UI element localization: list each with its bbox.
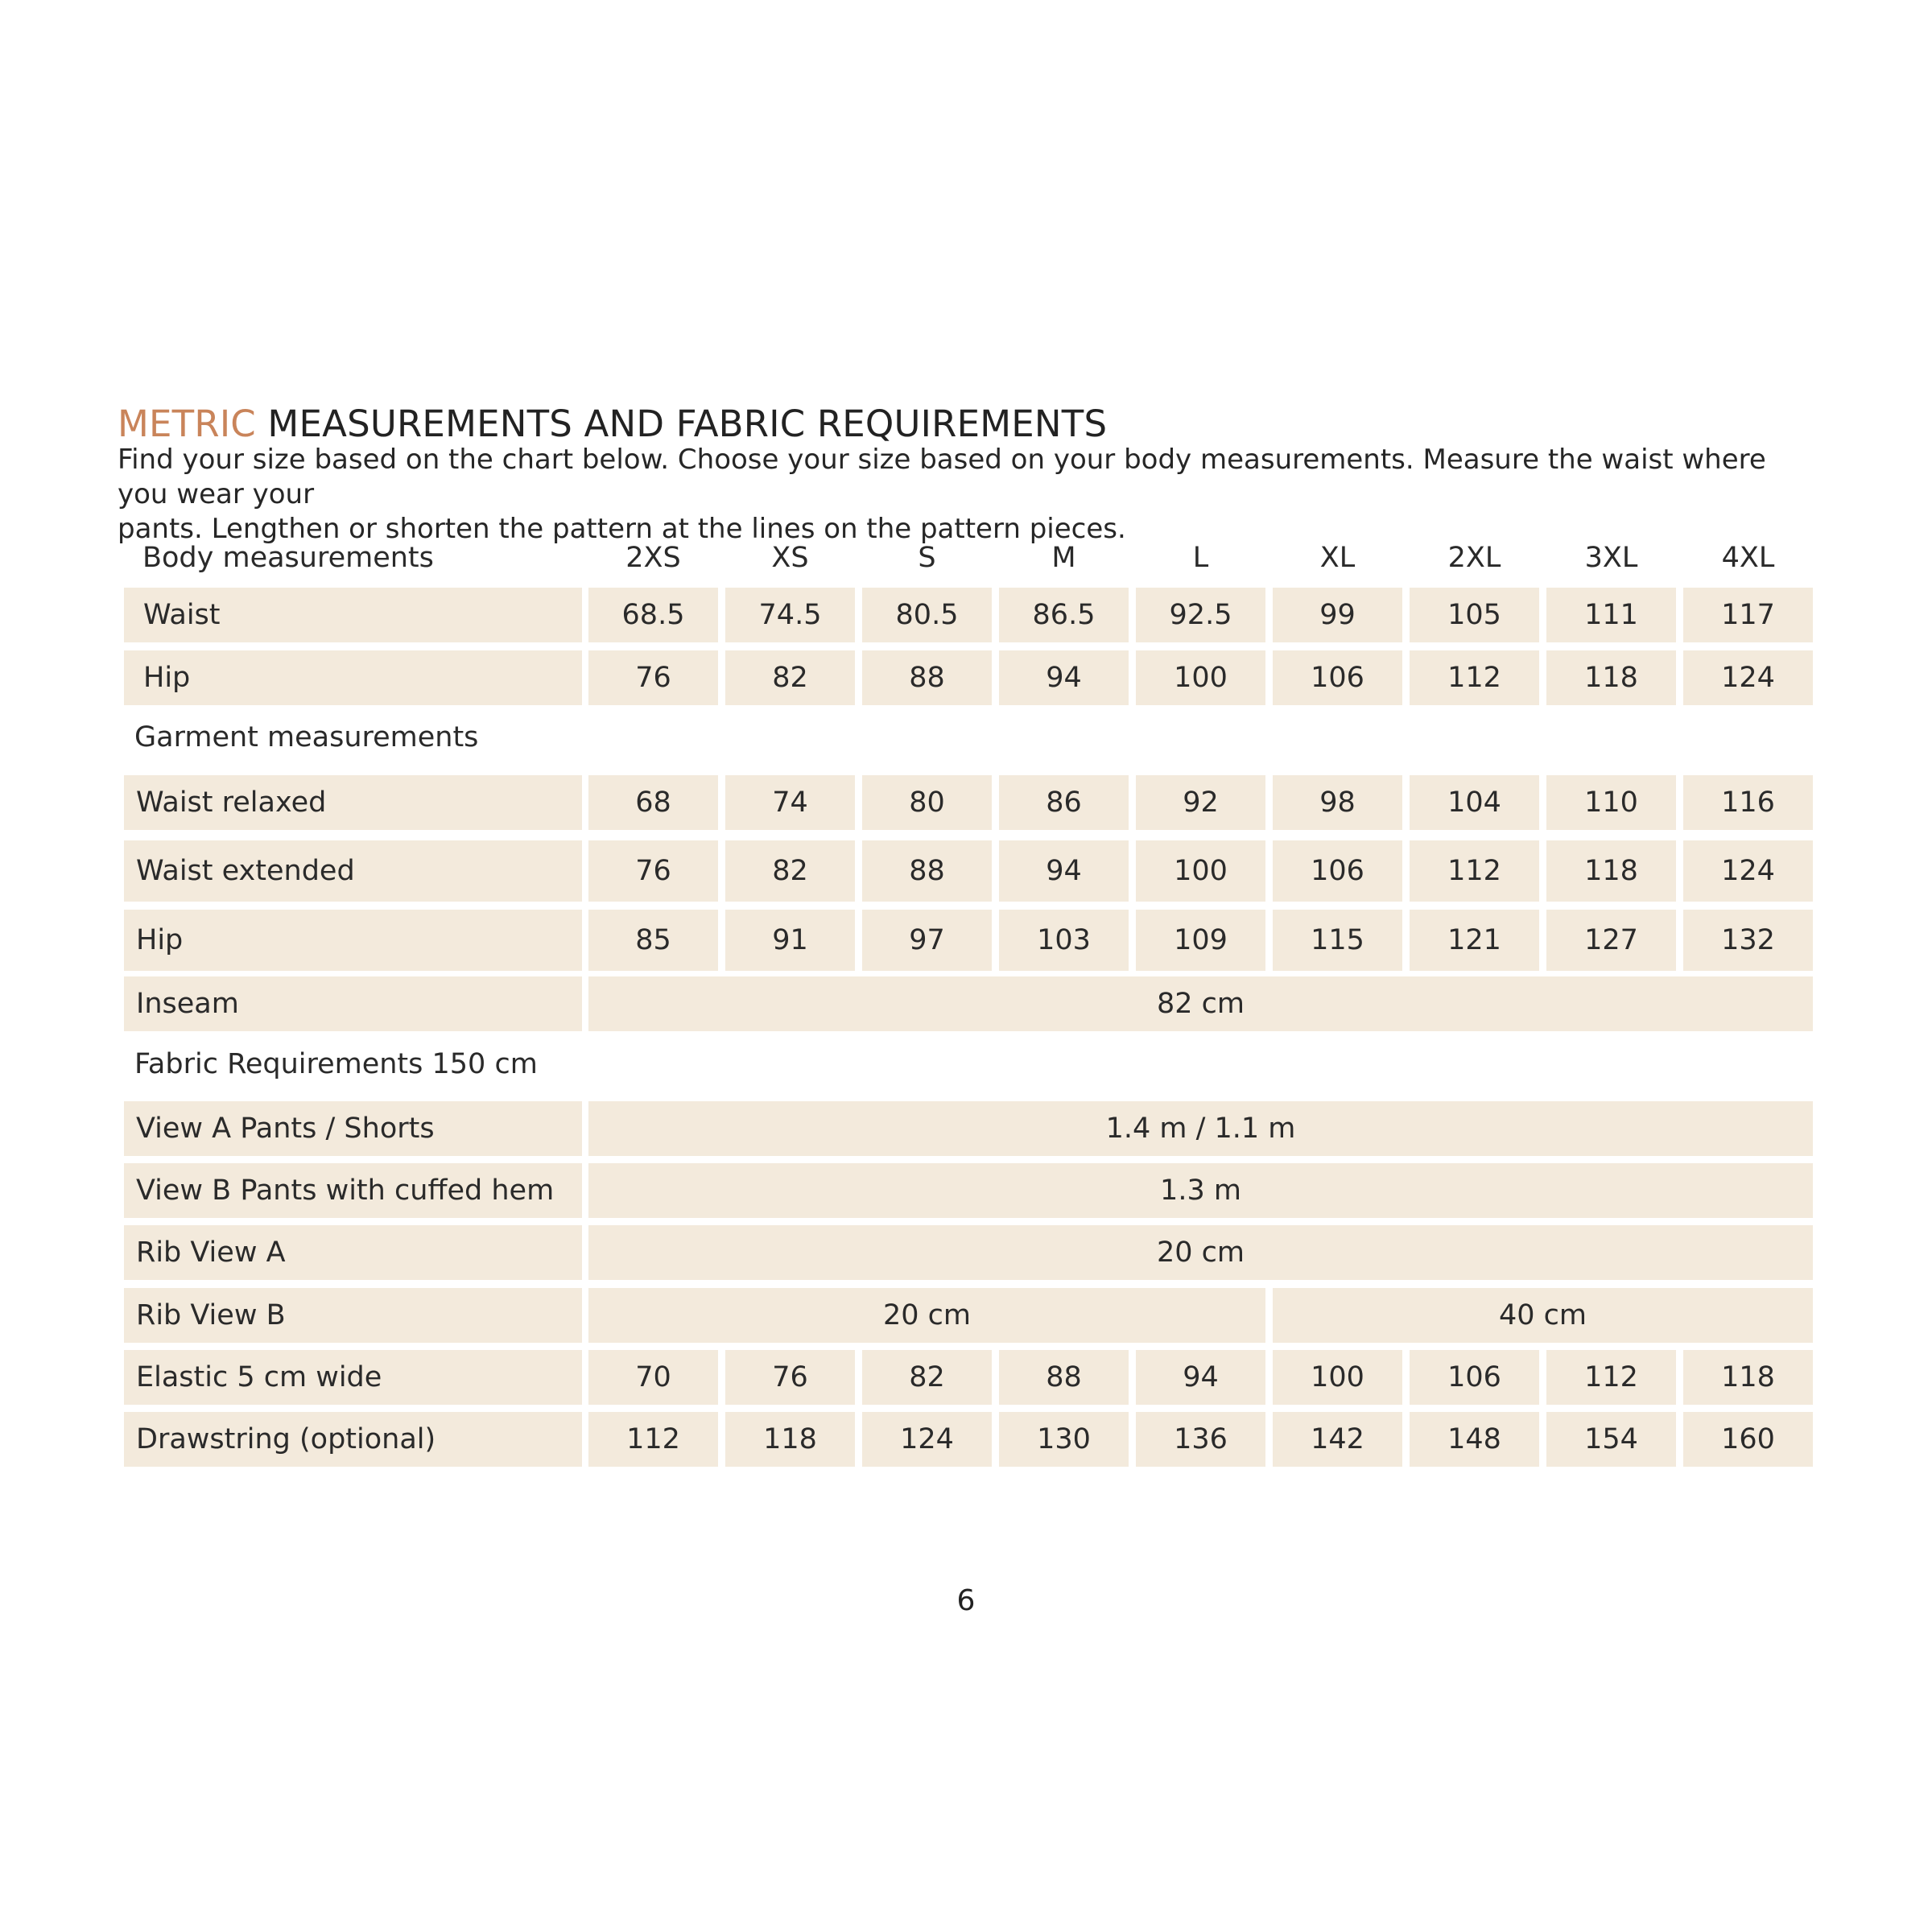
size-header-4xl: 4XL	[1721, 542, 1775, 574]
table-cell: 91	[725, 910, 855, 971]
table-cell: 74	[725, 775, 855, 830]
table-cell: 132	[1683, 910, 1813, 971]
size-header-xs: XS	[771, 542, 809, 574]
table-cell: 112	[1410, 650, 1539, 705]
table-cell: 88	[862, 650, 992, 705]
row-label: Waist relaxed	[124, 775, 582, 830]
table-cell: 124	[1683, 840, 1813, 902]
table-cell: 105	[1410, 588, 1539, 642]
table-cell-span: 20 cm	[588, 1225, 1813, 1280]
section-heading: Fabric Requirements 150 cm	[134, 1048, 538, 1080]
row-label: Hip	[124, 910, 582, 971]
table-cell: 92	[1136, 775, 1265, 830]
page-title	[118, 402, 1107, 446]
table-cell: 92.5	[1136, 588, 1265, 642]
table-cell: 80	[862, 775, 992, 830]
size-header-3xl: 3XL	[1584, 542, 1638, 574]
table-cell: 116	[1683, 775, 1813, 830]
row-label: Hip	[124, 650, 582, 705]
table-cell: 106	[1273, 650, 1402, 705]
table-cell: 100	[1273, 1350, 1402, 1405]
table-cell: 82	[862, 1350, 992, 1405]
table-cell: 88	[862, 840, 992, 902]
table-cell: 111	[1546, 588, 1676, 642]
table-cell: 112	[1410, 840, 1539, 902]
table-cell: 110	[1546, 775, 1676, 830]
table-cell: 118	[1683, 1350, 1813, 1405]
table-cell: 148	[1410, 1412, 1539, 1467]
table-cell: 76	[588, 650, 718, 705]
size-header-m: M	[1051, 542, 1076, 574]
table-cell: 117	[1683, 588, 1813, 642]
table-cell: 70	[588, 1350, 718, 1405]
table-cell: 109	[1136, 910, 1265, 971]
table-cell: 118	[1546, 840, 1676, 902]
page-number: 6	[956, 1584, 976, 1617]
table-cell-span-left: 20 cm	[588, 1288, 1265, 1343]
row-label: Waist	[124, 588, 582, 642]
table-cell: 82	[725, 650, 855, 705]
table-cell-span: 82 cm	[588, 976, 1813, 1031]
row-label: Rib View B	[124, 1288, 582, 1343]
header-label: Body measurements	[142, 542, 434, 574]
table-cell: 118	[725, 1412, 855, 1467]
size-header-l: L	[1192, 542, 1209, 574]
table-cell: 86.5	[999, 588, 1129, 642]
title-accent-word: METRIC	[118, 402, 256, 445]
table-cell: 76	[725, 1350, 855, 1405]
table-cell: 98	[1273, 775, 1402, 830]
size-header-2xl: 2XL	[1447, 542, 1501, 574]
size-header-2xs: 2XS	[625, 542, 681, 574]
table-cell: 99	[1273, 588, 1402, 642]
table-cell: 118	[1546, 650, 1676, 705]
table-cell: 100	[1136, 650, 1265, 705]
table-cell: 88	[999, 1350, 1129, 1405]
table-cell: 103	[999, 910, 1129, 971]
table-cell: 94	[999, 650, 1129, 705]
table-cell: 80.5	[862, 588, 992, 642]
row-label: Rib View A	[124, 1225, 582, 1280]
table-cell: 112	[1546, 1350, 1676, 1405]
size-header-xl: XL	[1319, 542, 1356, 574]
table-cell: 160	[1683, 1412, 1813, 1467]
row-label: Waist extended	[124, 840, 582, 902]
table-cell: 94	[1136, 1350, 1265, 1405]
size-header-s: S	[918, 542, 936, 574]
table-cell: 68	[588, 775, 718, 830]
table-cell: 127	[1546, 910, 1676, 971]
table-cell: 154	[1546, 1412, 1676, 1467]
table-cell: 94	[999, 840, 1129, 902]
table-cell: 142	[1273, 1412, 1402, 1467]
row-label: Drawstring (optional)	[124, 1412, 582, 1467]
intro-line-1: Find your size based on the chart below. Choose your size based on your body measurements. Measure the waist where you wear your	[118, 444, 1766, 510]
section-heading: Garment measurements	[134, 721, 479, 753]
table-cell: 86	[999, 775, 1129, 830]
table-cell: 112	[588, 1412, 718, 1467]
table-cell: 104	[1410, 775, 1539, 830]
row-label: Inseam	[124, 976, 582, 1031]
table-cell: 74.5	[725, 588, 855, 642]
table-cell: 68.5	[588, 588, 718, 642]
table-cell: 124	[1683, 650, 1813, 705]
title-rest: MEASUREMENTS AND FABRIC REQUIREMENTS	[267, 402, 1108, 445]
row-label: View A Pants / Shorts	[124, 1101, 582, 1156]
table-cell: 130	[999, 1412, 1129, 1467]
row-label: View B Pants with cuffed hem	[124, 1163, 582, 1218]
table-cell: 85	[588, 910, 718, 971]
table-cell: 121	[1410, 910, 1539, 971]
table-cell: 115	[1273, 910, 1402, 971]
table-cell: 106	[1410, 1350, 1539, 1405]
table-cell: 136	[1136, 1412, 1265, 1467]
table-cell: 106	[1273, 840, 1402, 902]
table-cell: 82	[725, 840, 855, 902]
intro-line-2: pants. Lengthen or shorten the pattern at the lines on the pattern pieces.	[118, 513, 1126, 545]
table-cell-span-right: 40 cm	[1273, 1288, 1813, 1343]
row-label: Elastic 5 cm wide	[124, 1350, 582, 1405]
table-cell: 100	[1136, 840, 1265, 902]
table-cell-span: 1.3 m	[588, 1163, 1813, 1218]
table-cell: 97	[862, 910, 992, 971]
table-cell-span: 1.4 m / 1.1 m	[588, 1101, 1813, 1156]
table-cell: 76	[588, 840, 718, 902]
table-cell: 124	[862, 1412, 992, 1467]
